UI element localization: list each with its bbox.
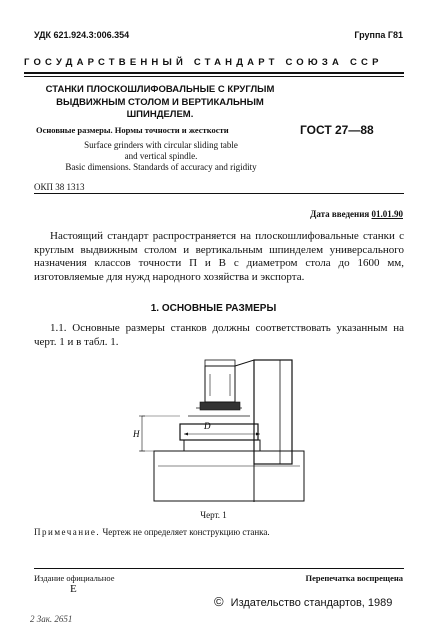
introduction-date-label: Дата введения	[310, 209, 370, 219]
copyright	[214, 594, 392, 609]
header-rule-thick	[24, 72, 404, 74]
footer-rule	[34, 568, 404, 569]
introduction-date	[310, 209, 403, 219]
okp-code: ОКП 38 1313	[34, 182, 85, 192]
okp-rule	[34, 193, 404, 194]
figure-caption: Черт. 1	[200, 510, 227, 520]
edition-letter: Е	[70, 583, 77, 595]
order-number: 2 Зак. 2651	[30, 614, 73, 624]
document-subtitle: Основные размеры. Нормы точности и жесткости	[36, 125, 229, 135]
reprint-prohibited: Перепечатка воспрещена	[305, 573, 403, 583]
gost-number: ГОСТ 27—88	[300, 123, 374, 137]
dimension-label-h: H	[133, 429, 140, 439]
english-title-line: Basic dimensions. Standards of accuracy and rigidity	[65, 162, 257, 172]
official-edition: Издание официальное	[34, 573, 115, 583]
english-title	[30, 140, 292, 173]
state-standard-heading: ГОСУДАРСТВЕННЫЙ СТАНДАРТ СОЮЗА ССР	[24, 57, 383, 68]
note-label: Примечание.	[34, 527, 101, 537]
machine-drawing	[130, 356, 310, 506]
paragraph-1-1: 1.1. Основные размеры станков должны соответствовать указанным на черт. 1 и в табл. 1.	[34, 322, 404, 348]
english-title-line: and vertical spindle.	[124, 151, 198, 161]
note	[34, 527, 270, 537]
header-rule-thin	[24, 76, 404, 77]
copyright-text: Издательство стандартов, 1989	[230, 597, 393, 609]
intro-paragraph: Настоящий стандарт распространяется на плоскошлифовальные станки с круглым выдвижным столом и вертикальным шпинделем универсального назначения классов точности П и В с диаметром стола до 1600 мм, изготовляемые для нужд народного хозяйства и экспорта.	[34, 230, 404, 283]
introduction-date-value: 01.01.90	[371, 209, 403, 219]
note-text: Чертеж не определяет конструкцию станка.	[102, 527, 270, 537]
dimension-label-d: D	[204, 421, 211, 431]
udk-code: УДК 621.924.3:006.354	[34, 30, 130, 40]
english-title-line: Surface grinders with circular sliding table	[84, 140, 238, 150]
document-title: СТАНКИ ПЛОСКОШЛИФОВАЛЬНЫЕ С КРУГЛЫМ ВЫДВИЖНЫМ СТОЛОМ И ВЕРТИКАЛЬНЫМ ШПИНДЕЛЕМ.	[45, 84, 275, 120]
copyright-icon: ©	[214, 594, 224, 609]
group-code: Группа Г81	[354, 30, 403, 40]
section-title: 1. ОСНОВНЫЕ РАЗМЕРЫ	[150, 303, 277, 314]
